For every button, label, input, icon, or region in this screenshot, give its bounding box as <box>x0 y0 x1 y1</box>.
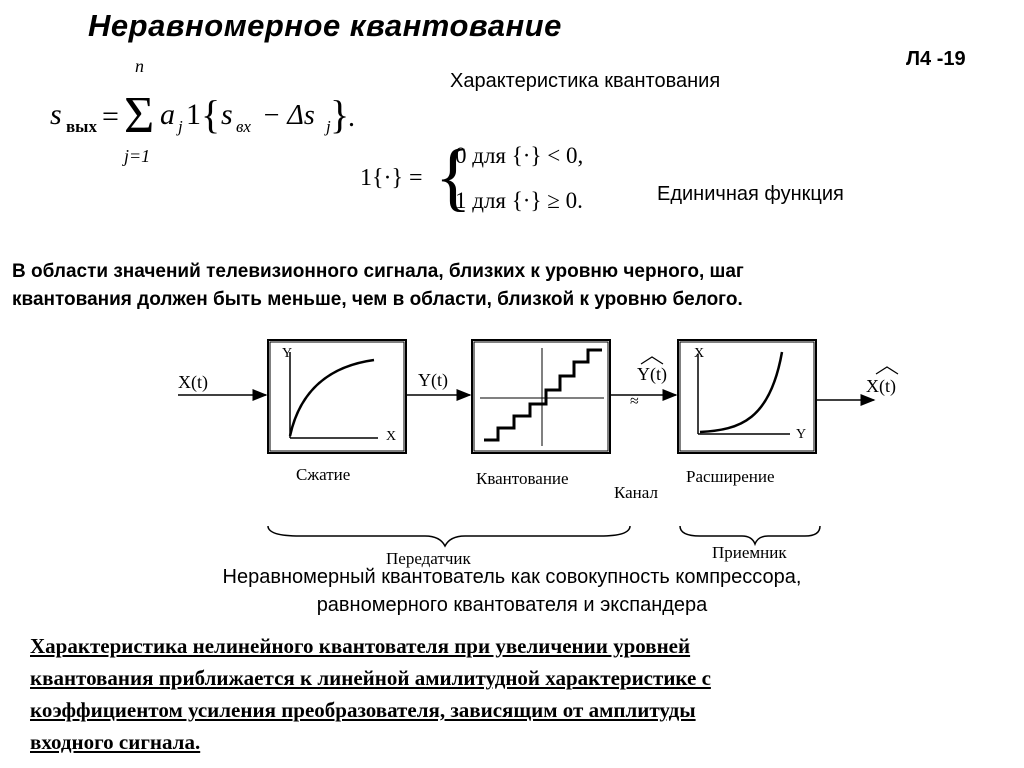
block-diagram <box>0 330 1024 570</box>
channel-break-icon: ≈ <box>630 393 639 410</box>
unit-function-formula <box>355 132 625 222</box>
y-signal-label: Y(t) <box>418 370 448 390</box>
formula-brace-close: } <box>330 92 350 137</box>
formula-delta-sub: j <box>326 117 331 136</box>
y-hat-label: Y(t) <box>637 364 667 384</box>
formula-one: 1 <box>186 98 201 131</box>
transmitter-label: Передатчик <box>386 549 471 568</box>
unit-case-2: 1 для {·} ≥ 0. <box>455 188 583 213</box>
x-hat-label: X(t) <box>866 376 896 396</box>
formula-eq: = <box>102 100 119 133</box>
y-hat-accent <box>641 357 663 364</box>
expander-block <box>678 340 816 453</box>
statement-text <box>12 258 744 314</box>
formula-sum-top: n <box>135 56 144 76</box>
x-hat-accent <box>876 367 898 374</box>
compressor-label: Сжатие <box>296 465 351 484</box>
formula-sigma: Σ <box>124 87 155 144</box>
expander-y-label: Y <box>796 427 807 442</box>
compressor-y-label: Y <box>282 346 293 361</box>
slide-number: Л4 -19 <box>906 48 966 70</box>
receiver-brace <box>680 526 820 544</box>
quantizer-label: Квантование <box>476 469 569 488</box>
formula-a: a <box>160 98 175 131</box>
formula-sum-bottom: j=1 <box>124 146 151 166</box>
input-signal-label: X(t) <box>178 372 208 392</box>
formula-brace-open: { <box>201 92 221 137</box>
unit-lhs: 1{·} = <box>360 165 423 191</box>
expander-label: Расширение <box>686 467 775 486</box>
slide-title: Неравномерное квантование <box>88 8 562 43</box>
channel-label: Канал <box>614 483 658 502</box>
compressor-block <box>268 340 406 453</box>
formula-s-in-sub: вх <box>236 117 251 136</box>
conclusion-line-2: квантования приближается к линейной амилитудной характеристике с <box>30 666 711 690</box>
expander-x-label: X <box>694 346 705 361</box>
unit-function-caption: Единичная функция <box>657 183 844 205</box>
conclusion-text <box>30 630 711 758</box>
quantization-formula <box>40 52 360 172</box>
summary-line-1: Неравномерный квантователь как совокупность компрессора, <box>222 566 802 588</box>
summary-text <box>0 563 1024 619</box>
conclusion-line-4: входного сигнала. <box>30 730 201 754</box>
formula-s-in: s <box>221 98 233 131</box>
formula-minus-delta: − Δs <box>262 100 315 131</box>
formula-lhs: s <box>50 98 62 131</box>
formula-a-sub: j <box>178 117 183 136</box>
statement-line-1: В области значений телевизионного сигнала, близких к уровню черного, шаг <box>12 261 744 282</box>
unit-case-1: 0 для {·} < 0, <box>455 143 584 168</box>
compressor-x-label: X <box>386 429 397 444</box>
receiver-label: Приемник <box>712 543 787 562</box>
unit-brace: { <box>435 135 472 219</box>
statement-line-2: квантования должен быть меньше, чем в области, близкой к уровню белого. <box>12 289 743 310</box>
formula-end: . <box>348 102 355 133</box>
conclusion-line-3: коэффициентом усиления преобразователя, зависящим от амплитуды <box>30 698 696 722</box>
quantizer-block <box>472 340 610 453</box>
formula-lhs-sub: вых <box>66 117 97 136</box>
summary-line-2: равномерного квантователя и экспандера <box>316 594 708 616</box>
transmitter-brace <box>268 526 630 546</box>
characteristic-caption: Характеристика квантования <box>450 70 721 92</box>
conclusion-line-1: Характеристика нелинейного квантователя при увеличении уровней <box>30 634 691 658</box>
